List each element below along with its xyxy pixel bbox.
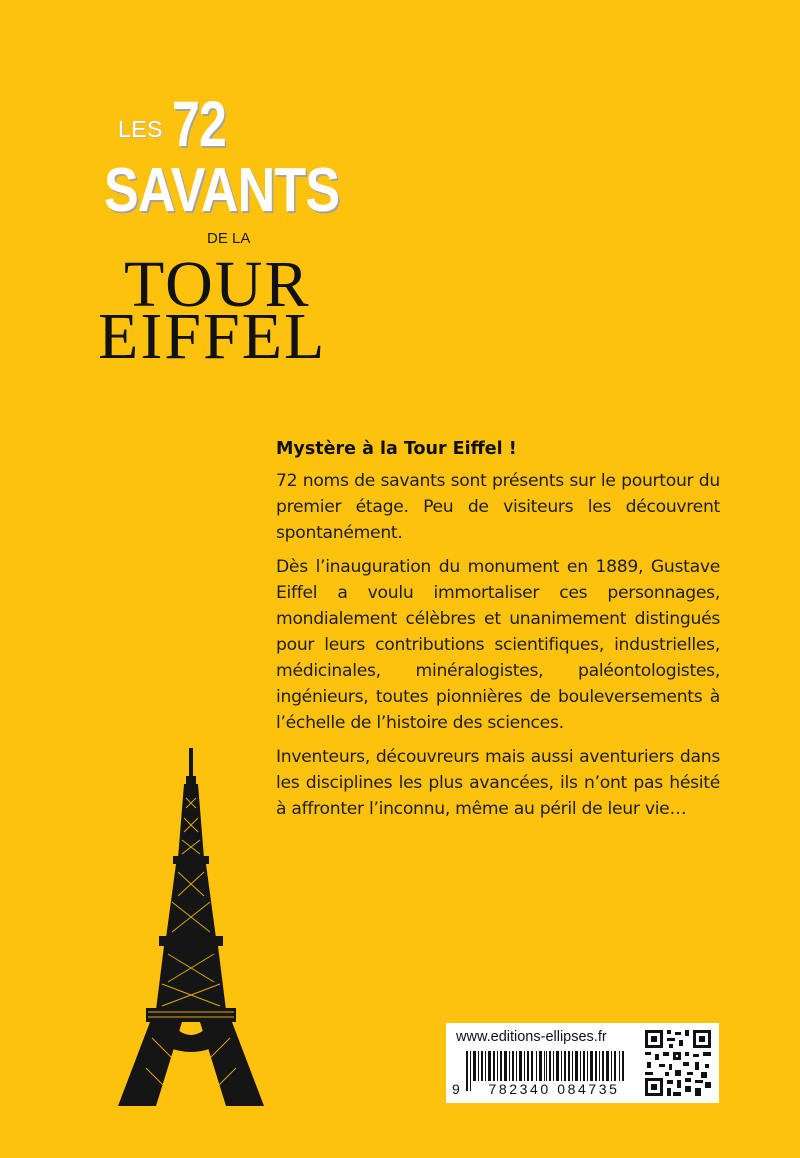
blurb-paragraph-1: 72 noms de savants sont présents sur le pourtour du premier étage. Peu de visiteurs les découvrent spontanément. — [276, 471, 720, 543]
blurb-paragraph-3: Inventeurs, découvreurs mais aussi aventuriers dans les disciplines les plus avancées, ils n’ont pas hésité à affronter l’inconnu, même au péril de leur vie… — [276, 747, 720, 819]
publisher-website[interactable]: www.editions-ellipses.fr — [456, 1029, 607, 1045]
title-tour: TOUR — [124, 248, 311, 321]
back-cover-blurb — [276, 436, 720, 830]
title-de-la: DE LA — [207, 230, 251, 247]
title-savants: SAVANTS — [104, 156, 340, 225]
cover-title — [0, 0, 800, 400]
title-eiffel: EIFFEL — [98, 300, 327, 373]
eiffel-tower-icon — [112, 748, 272, 1106]
title-les: LES — [118, 116, 163, 142]
title-number: 72 — [172, 88, 226, 160]
blurb-paragraph-2: Dès l’inauguration du monument en 1889, Gustave Eiffel a voulu immortaliser ces personnages, mondialement célèbres et unanimement distingués pour leurs contributions scientifiques, industrielles, médicinales, minéralogistes, paléontologistes, ingénieurs, toutes pionnières de bouleversements à l’échelle de l’histoire des sciences. — [276, 557, 720, 733]
isbn-first-digit: 9 — [452, 1081, 460, 1097]
qr-code-icon — [643, 1028, 713, 1098]
barcode-panel — [446, 1023, 719, 1103]
isbn-digits: 782340 084735 — [479, 1081, 629, 1097]
blurb-heading: Mystère à la Tour Eiffel ! — [276, 439, 517, 459]
